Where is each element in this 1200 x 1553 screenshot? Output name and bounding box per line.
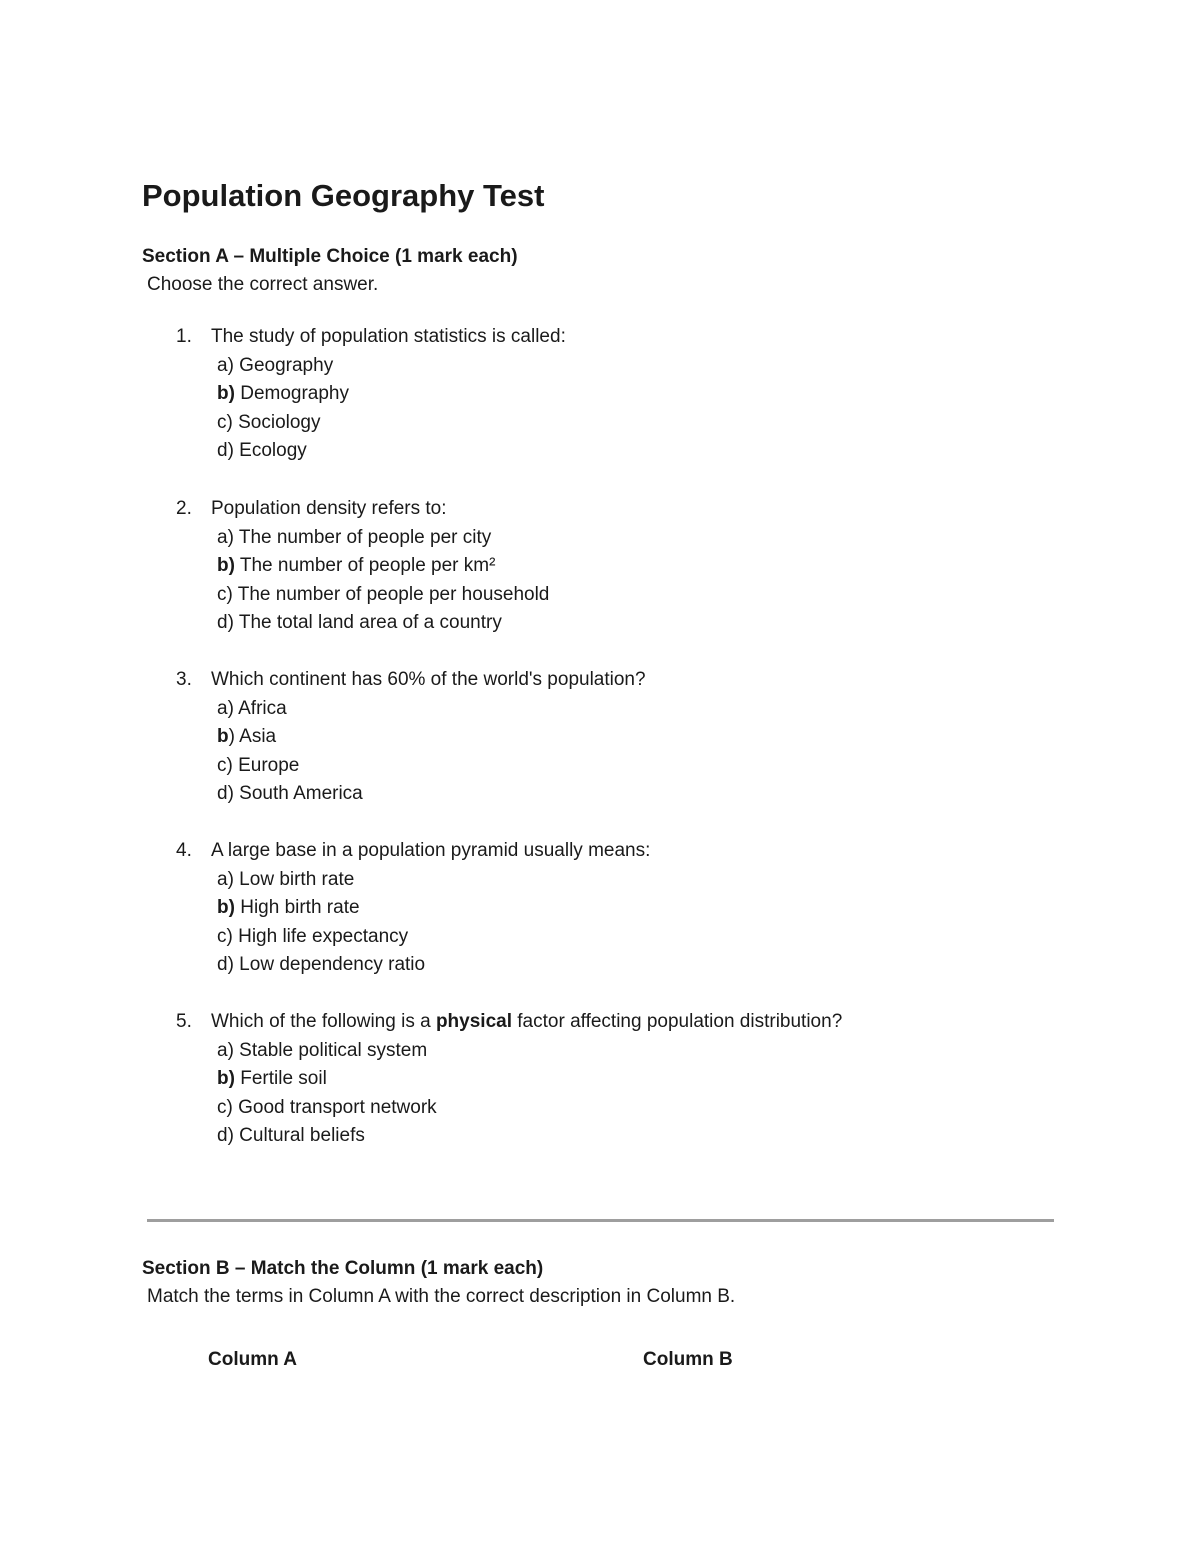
option-a: [176, 695, 1076, 724]
question-text: Population density refers to:: [211, 498, 447, 519]
section-b-instruction: Match the terms in Column A with the correct description in Column B.: [147, 1286, 736, 1307]
option-letter: a): [217, 1039, 234, 1061]
option-c: [176, 409, 1076, 438]
option-text: High life expectancy: [232, 925, 409, 947]
option-text: Europe: [232, 754, 300, 776]
option-text: Cultural beliefs: [233, 1125, 365, 1147]
option-d: [176, 780, 1076, 809]
section-b-heading: Section B – Match the Column (1 mark each): [142, 1258, 544, 1279]
question-3: [176, 666, 1076, 809]
question-number: 1.: [176, 326, 192, 347]
option-d: [176, 1122, 1076, 1151]
question-4: [176, 837, 1076, 980]
option-letter: d): [217, 1125, 234, 1147]
option-letter: c): [217, 754, 233, 776]
option-text: High birth rate: [234, 897, 360, 919]
column-b-heading: Column B: [643, 1349, 733, 1370]
option-letter: a): [217, 868, 234, 890]
option-text: Demography: [234, 383, 349, 405]
horizontal-rule: [147, 1219, 1054, 1222]
option-letter: b): [217, 555, 235, 577]
option-b: [176, 894, 1076, 923]
question-text: The study of population statistics is called:: [211, 326, 566, 347]
option-text: The number of people per city: [233, 526, 492, 548]
column-a-heading: Column A: [208, 1349, 298, 1370]
option-letter: b): [217, 383, 235, 405]
option-text: Geography: [233, 354, 334, 376]
option-text: South America: [233, 783, 363, 805]
option-b: [176, 1065, 1076, 1094]
question-number: 2.: [176, 498, 192, 519]
option-letter: a): [217, 354, 234, 376]
option-c: [176, 752, 1076, 781]
option-letter: d): [217, 954, 234, 976]
option-d: [176, 609, 1076, 638]
question-text: A large base in a population pyramid usually means:: [211, 840, 651, 861]
question-text: Which of the following is a: [211, 1011, 436, 1032]
question-2: [176, 495, 1076, 638]
question-1: [176, 323, 1076, 466]
question-number: 5.: [176, 1011, 192, 1032]
option-letter: a): [217, 526, 234, 548]
option-letter: b): [217, 1068, 235, 1090]
option-text: Low birth rate: [233, 868, 355, 890]
option-letter: b: [217, 726, 229, 748]
question-stem: [176, 666, 1076, 695]
question-text-end: factor affecting population distribution?: [512, 1011, 843, 1032]
section-a-instruction: Choose the correct answer.: [147, 274, 379, 295]
option-letter: c): [217, 925, 233, 947]
option-text: Fertile soil: [234, 1068, 327, 1090]
option-letter: b): [217, 897, 235, 919]
option-text: The total land area of a country: [233, 612, 502, 634]
page-title: Population Geography Test: [142, 178, 545, 213]
option-d: [176, 437, 1076, 466]
option-text: Stable political system: [233, 1039, 428, 1061]
option-b: [176, 723, 1076, 752]
option-a: [176, 866, 1076, 895]
option-letter: c): [217, 411, 233, 433]
option-text: The number of people per km²: [234, 555, 496, 577]
question-number: 3.: [176, 669, 192, 690]
option-letter: d): [217, 612, 234, 634]
option-letter: d): [217, 440, 234, 462]
section-a-heading: Section A – Multiple Choice (1 mark each): [142, 246, 518, 267]
option-letter: c): [217, 1096, 233, 1118]
option-a: [176, 1037, 1076, 1066]
option-letter: c): [217, 583, 233, 605]
question-5: [176, 1008, 1076, 1151]
option-text: Africa: [233, 697, 287, 719]
option-a: [176, 524, 1076, 553]
option-text: Ecology: [233, 440, 307, 462]
option-text: Sociology: [232, 411, 321, 433]
option-letter: a): [217, 697, 234, 719]
option-text: Good transport network: [232, 1096, 437, 1118]
option-d: [176, 951, 1076, 980]
question-number: 4.: [176, 840, 192, 861]
option-a: [176, 352, 1076, 381]
option-text: The number of people per household: [232, 583, 550, 605]
option-c: [176, 923, 1076, 952]
option-letter: d): [217, 783, 234, 805]
option-b: [176, 380, 1076, 409]
option-c: [176, 581, 1076, 610]
question-stem: [176, 495, 1076, 524]
question-stem: [176, 323, 1076, 352]
option-c: [176, 1094, 1076, 1123]
question-stem: [176, 1008, 1076, 1037]
option-b: [176, 552, 1076, 581]
question-text: Which continent has 60% of the world's population?: [211, 669, 646, 690]
option-text: Low dependency ratio: [233, 954, 426, 976]
option-text: ) Asia: [228, 726, 277, 748]
question-stem: [176, 837, 1076, 866]
question-emphasis: physical: [435, 1011, 512, 1032]
